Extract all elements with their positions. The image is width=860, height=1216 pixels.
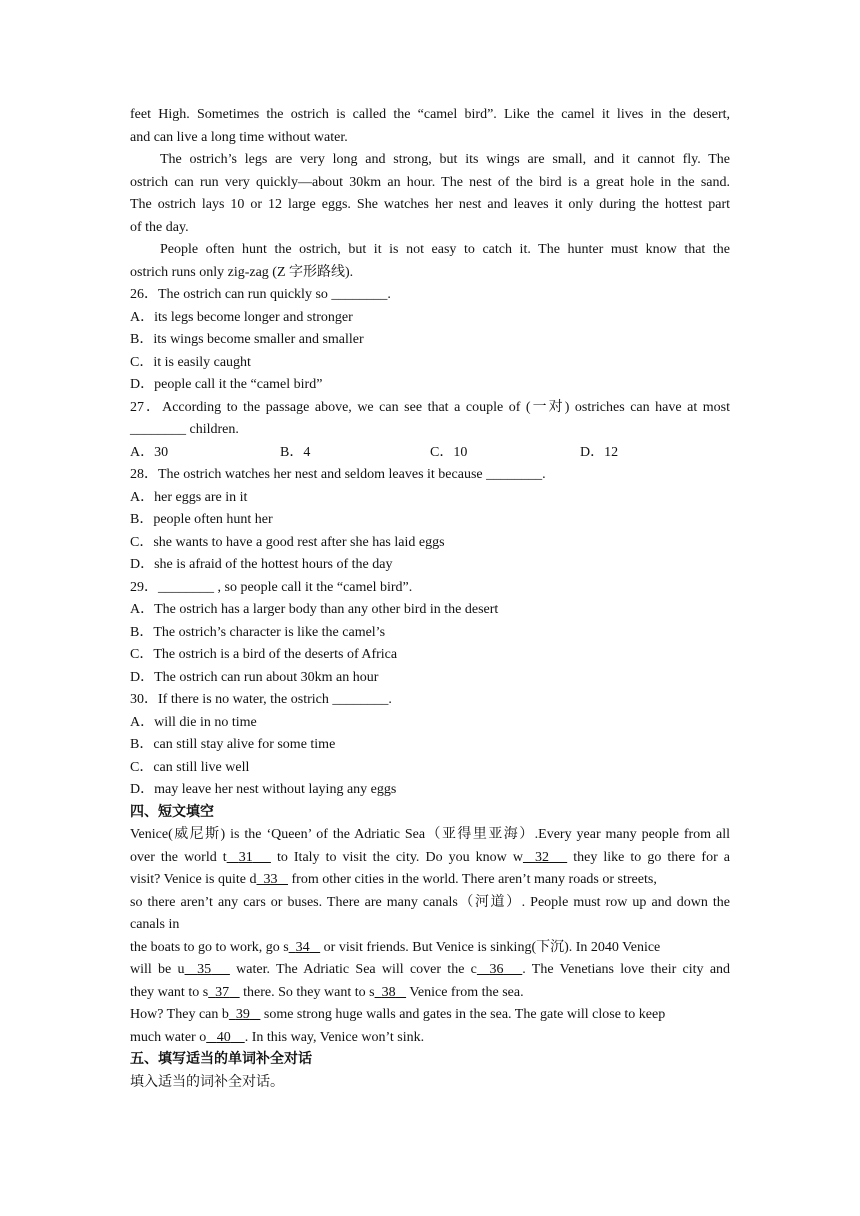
passage-line: feet High. Sometimes the ostrich is called the “camel bird”. Like the camel it lives in the desert, <box>130 107 730 122</box>
option: B．its wings become smaller and smaller <box>130 332 364 347</box>
option: A．its legs become longer and stronger <box>130 309 353 325</box>
blank-33: 33 <box>263 872 278 887</box>
cloze-line: How? They can b 39 some strong huge walls and gates in the sea. The gate will close to keep <box>130 1007 666 1022</box>
option: A．her eggs are in it <box>130 489 248 505</box>
question-30-stem: 30．If there is no water, the ostrich ________. <box>130 692 392 707</box>
option: D．12 <box>580 444 619 460</box>
passage-line: The ostrich lays 10 or 12 large eggs. She watches her nest and leaves it only during the hottest part <box>130 197 730 212</box>
cloze-line: the boats to go to work, go s 34 or visit friends. But Venice is sinking(下沉). In 2040 Venice <box>130 939 661 955</box>
section-5-instruction: 填入适当的词补全对话。 <box>130 1074 284 1090</box>
question-27-stem-cont: ________ children. <box>130 422 239 437</box>
passage-line: ostrich runs only zig-zag (Z 字形路线). <box>130 264 354 280</box>
question-29-stem: 29．________ , so people call it the “camel bird”. <box>130 579 413 595</box>
passage-line: and can live a long time without water. <box>130 129 348 145</box>
blank-38: 38 <box>381 984 396 1000</box>
section-4-heading: 四、短文填空 <box>130 804 214 820</box>
option: D．may leave her nest without laying any eggs <box>130 782 397 797</box>
blank-32: 32 <box>535 849 550 865</box>
option: D．people call it the “camel bird” <box>130 377 323 392</box>
cloze-line: visit? Venice is quite d 33 from other cities in the world. There aren’t many roads or streets, <box>130 872 657 887</box>
blank-37: 37 <box>215 984 230 1000</box>
option: C．she wants to have a good rest after she has laid eggs <box>130 534 445 550</box>
passage-line: People often hunt the ostrich, but it is not easy to catch it. The hunter must know that the <box>160 242 730 257</box>
option: A．will die in no time <box>130 714 257 730</box>
blank-31: 31 <box>238 849 253 865</box>
option: B．people often hunt her <box>130 512 273 527</box>
option: B．4 <box>280 444 311 460</box>
cloze-line: over the world t 31 to Italy to visit the city. Do you know w 32 they like to go there for a <box>130 849 730 865</box>
blank-39: 39 <box>235 1007 250 1022</box>
cloze-line: so there aren’t any cars or buses. There are many canals（河道）. People must row up and down the <box>130 894 730 910</box>
option: C．can still live well <box>130 759 250 775</box>
option: B．can still stay alive for some time <box>130 737 336 752</box>
question-27-options <box>130 442 730 465</box>
blank-34: 34 <box>295 939 310 955</box>
passage-line: ostrich can run very quickly—about 30km an hour. The nest of the bird is a great hole in the sand. <box>130 174 730 190</box>
option: A．The ostrich has a larger body than any other bird in the desert <box>130 602 499 617</box>
blank-40: 40 <box>216 1029 231 1045</box>
section-5-heading: 五、填写适当的单词补全对话 <box>130 1052 312 1067</box>
blank-35: 35 <box>197 962 212 977</box>
question-28-stem: 28．The ostrich watches her nest and seldom leaves it because ________. <box>130 467 546 482</box>
document-page <box>130 104 730 1094</box>
cloze-line: they want to s 37 there. So they want to s 38 Venice from the sea. <box>130 984 524 1000</box>
cloze-line: will be u 35 water. The Adriatic Sea will cover the c 36 . The Venetians love their city and <box>130 962 731 977</box>
question-26-stem: 26．The ostrich can run quickly so ________. <box>130 287 391 302</box>
question-27-stem: 27．According to the passage above, we can see that a couple of (一对) ostriches can have at most <box>130 399 730 415</box>
option: B．The ostrich’s character is like the camel’s <box>130 624 386 640</box>
cloze-line: Venice(威尼斯) is the ‘Queen’ of the Adriatic Sea（亚得里亚海）.Every year many people from all <box>130 827 730 842</box>
option: C．10 <box>430 444 468 460</box>
cloze-line: much water o 40 . In this way, Venice won’t sink. <box>130 1029 425 1045</box>
option: C．it is easily caught <box>130 354 251 370</box>
cloze-line: canals in <box>130 917 180 932</box>
passage-line: of the day. <box>130 219 189 235</box>
option: C．The ostrich is a bird of the deserts of Africa <box>130 647 398 662</box>
blank-36: 36 <box>489 962 504 977</box>
option: D．she is afraid of the hottest hours of the day <box>130 557 393 572</box>
passage-line: The ostrich’s legs are very long and strong, but its wings are small, and it cannot fly. The <box>160 152 730 167</box>
option: D．The ostrich can run about 30km an hour <box>130 669 379 685</box>
option: A．30 <box>130 444 169 460</box>
